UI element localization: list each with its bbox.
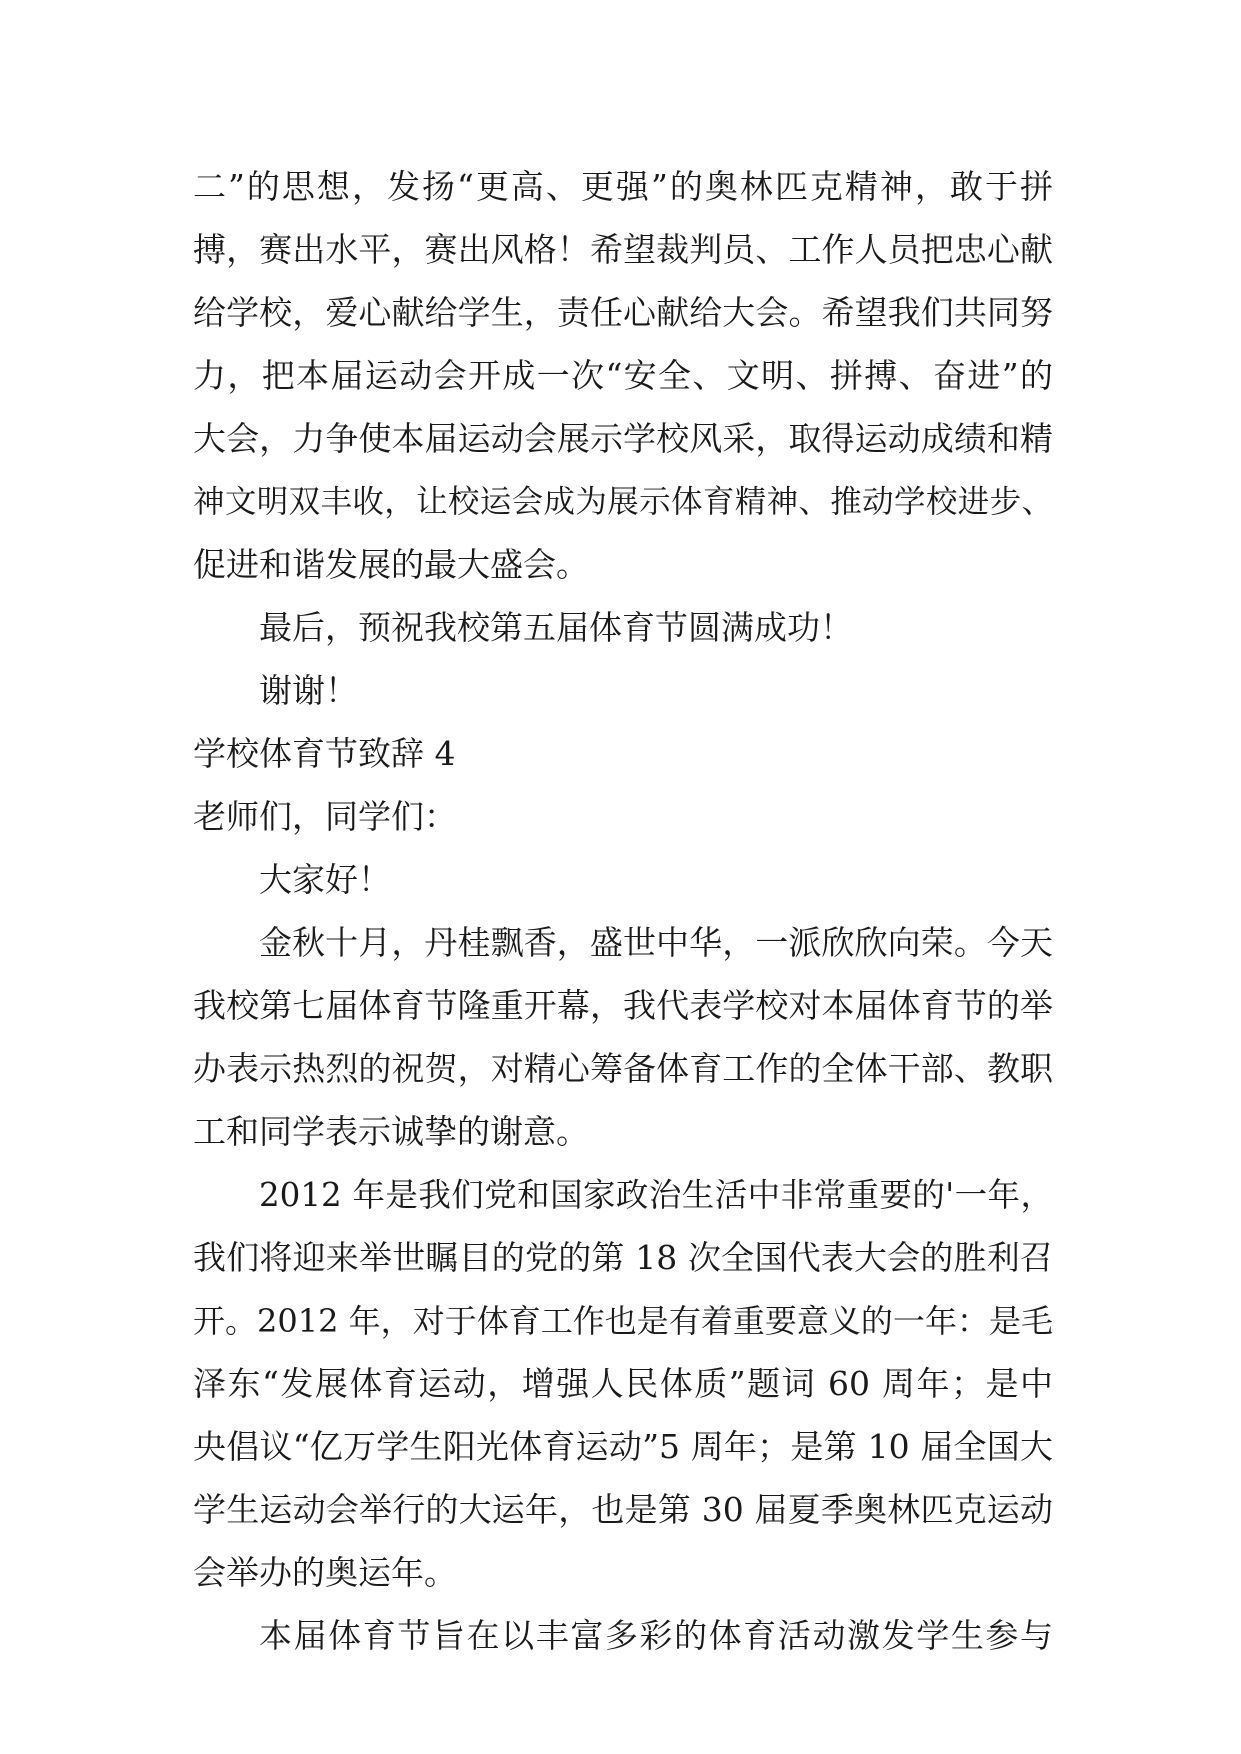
text-line: 泽东“发展体育运动，增强人民体质”题词 60 周年；是中 bbox=[193, 1364, 1053, 1403]
text-line: 本届体育节旨在以丰富多彩的体育活动激发学生参与 bbox=[259, 1616, 1053, 1655]
text-line: 2012 年是我们党和国家政治生活中非常重要的'一年， bbox=[259, 1176, 1053, 1214]
text-line: 会举办的奥运年。 bbox=[193, 1553, 457, 1592]
text-line: 给学校，爱心献给学生，责任心献给大会。希望我们共同努 bbox=[193, 293, 1053, 332]
text-line: 金秋十月，丹桂飘香，盛世中华，一派欣欣向荣。今天 bbox=[259, 923, 1053, 962]
text-line: 学生运动会举行的大运年，也是第 30 届夏季奥林匹克运动 bbox=[193, 1490, 1053, 1529]
text-line: 神文明双丰收，让校运会成为展示体育精神、推动学校进步、 bbox=[193, 484, 1053, 520]
text-line: 开。2012 年，对于体育工作也是有着重要意义的一年：是毛 bbox=[193, 1302, 1053, 1340]
text-line: 力，把本届运动会开成一次“安全、文明、拼搏、奋进”的 bbox=[193, 356, 1053, 395]
text-line: 办表示热烈的祝贺，对精心筹备体育工作的全体干部、教职 bbox=[193, 1049, 1053, 1088]
text-line: 工和同学表示诚挚的谢意。 bbox=[193, 1112, 589, 1151]
salutation: 老师们，同学们： bbox=[193, 797, 457, 836]
text-line: 最后，预祝我校第五届体育节圆满成功！ bbox=[259, 608, 853, 647]
text-line: 促进和谐发展的最大盛会。 bbox=[193, 545, 589, 584]
greeting: 大家好！ bbox=[259, 860, 391, 899]
text-line: 大会，力争使本届运动会展示学校风采，取得运动成绩和精 bbox=[193, 419, 1053, 458]
text-line: 搏，赛出水平，赛出风格！希望裁判员、工作人员把忠心献 bbox=[193, 230, 1053, 269]
text-line: 央倡议“亿万学生阳光体育运动”5 周年；是第 10 届全国大 bbox=[193, 1427, 1053, 1466]
text-line: 我们将迎来举世瞩目的党的第 18 次全国代表大会的胜利召 bbox=[193, 1238, 1053, 1277]
text-line: 谢谢！ bbox=[259, 671, 358, 710]
section-heading: 学校体育节致辞 4 bbox=[193, 734, 456, 773]
text-line: 我校第七届体育节隆重开幕，我代表学校对本届体育节的举 bbox=[193, 986, 1053, 1025]
text-line: 二”的思想，发扬“更高、更强”的奥林匹克精神，敢于拼 bbox=[193, 167, 1053, 206]
